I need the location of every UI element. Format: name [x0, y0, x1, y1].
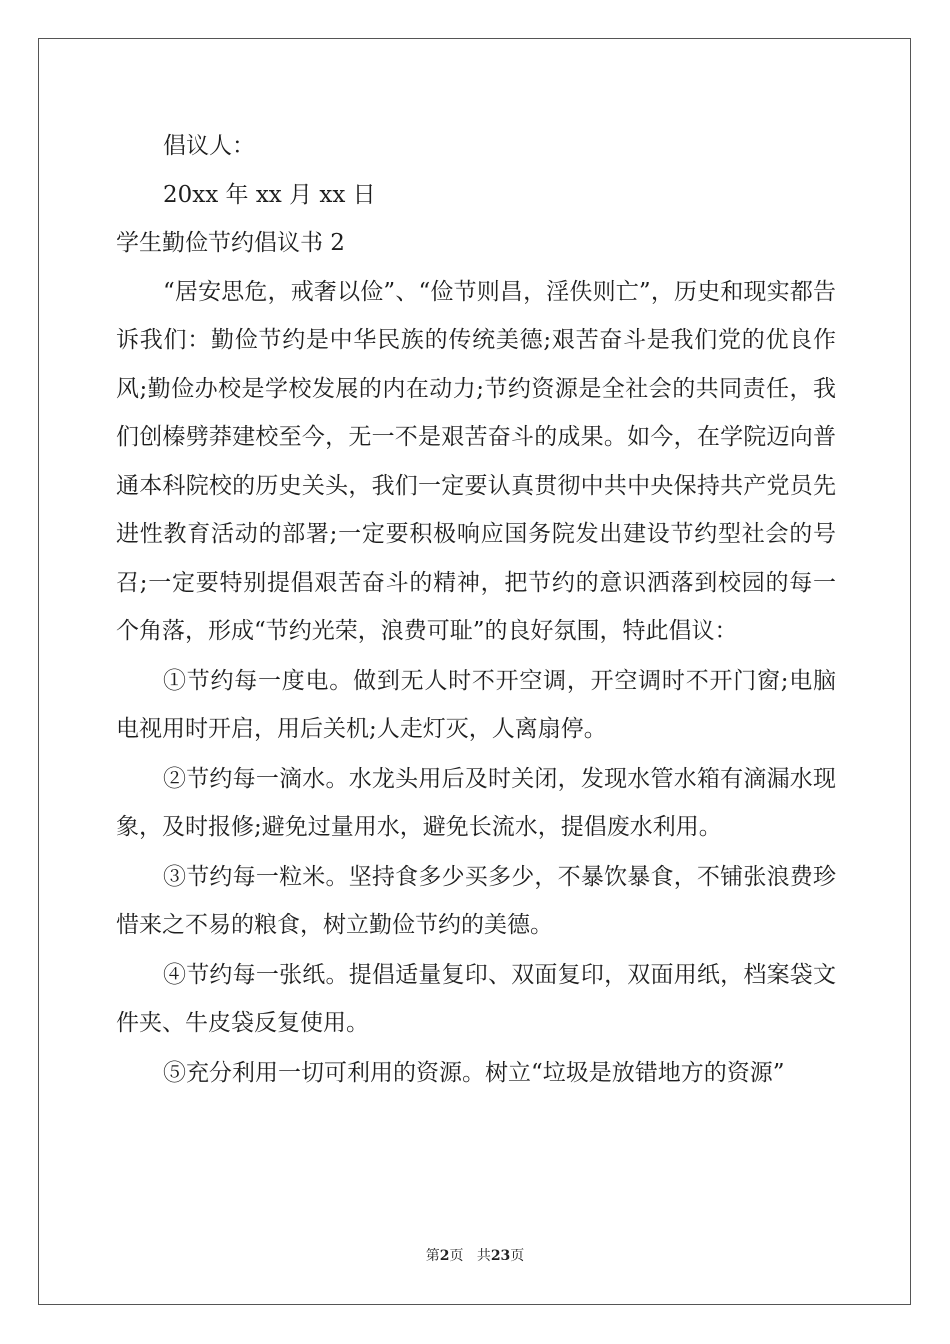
page-suffix: 页 — [449, 1248, 464, 1264]
date-line: 20xx 年 xx 月 xx 日 — [163, 181, 376, 208]
document-body — [116, 122, 836, 1097]
list-item-resources: ⑤充分利用一切可利用的资源。树立“垃圾是放错地方的资源” — [163, 1059, 785, 1086]
page-footer — [0, 1247, 950, 1265]
list-item-water: ②节约每一滴水。水龙头用后及时关闭，发现水管水箱有滴漏水现象，及时报修;避免过量用水，避免长流水，提倡废水利用。 — [116, 765, 836, 840]
page-prefix: 第 — [425, 1248, 440, 1264]
list-item-electricity: ①节约每一度电。做到无人时不开空调，开空调时不开门窗;电脑电视用时开启，用后关机;人走灯灭，人离扇停。 — [116, 667, 836, 742]
page-number: 2 — [439, 1248, 450, 1264]
list-item-paper: ④节约每一张纸。提倡适量复印、双面复印，双面用纸，档案袋文件夹、牛皮袋反复使用。 — [116, 961, 836, 1036]
signature-label: 倡议人： — [163, 133, 255, 159]
intro-paragraph: “居安思危，戒奢以俭”、“俭节则昌，淫佚则亡”，历史和现实都告诉我们：勤俭节约是中华民族的传统美德;艰苦奋斗是我们党的优良作风;勤俭办校是学校发展的内在动力;节约资源是全社会的共同责任，我们创榛劈莽建校至今，无一不是艰苦奋斗的成果。如今，在学院迈向普通本科院校的历史关头，我们一定要认真贯彻中共中央保持共产党员先进性教育活动的部署;一定要积极响应国务院发出建设节约型社会的号召;一定要特别提倡艰苦奋斗的精神，把节约的意识洒落到校园的每一个角落，形成“节约光荣，浪费可耻”的良好氛围，特此倡议： — [116, 278, 836, 644]
section-title: 学生勤俭节约倡议书 2 — [116, 230, 345, 256]
total-prefix: 共 — [476, 1248, 491, 1264]
list-item-rice: ③节约每一粒米。坚持食多少买多少，不暴饮暴食，不铺张浪费珍惜来之不易的粮食，树立勤俭节约的美德。 — [116, 863, 836, 938]
total-suffix: 页 — [510, 1248, 525, 1264]
total-pages: 23 — [490, 1248, 511, 1264]
